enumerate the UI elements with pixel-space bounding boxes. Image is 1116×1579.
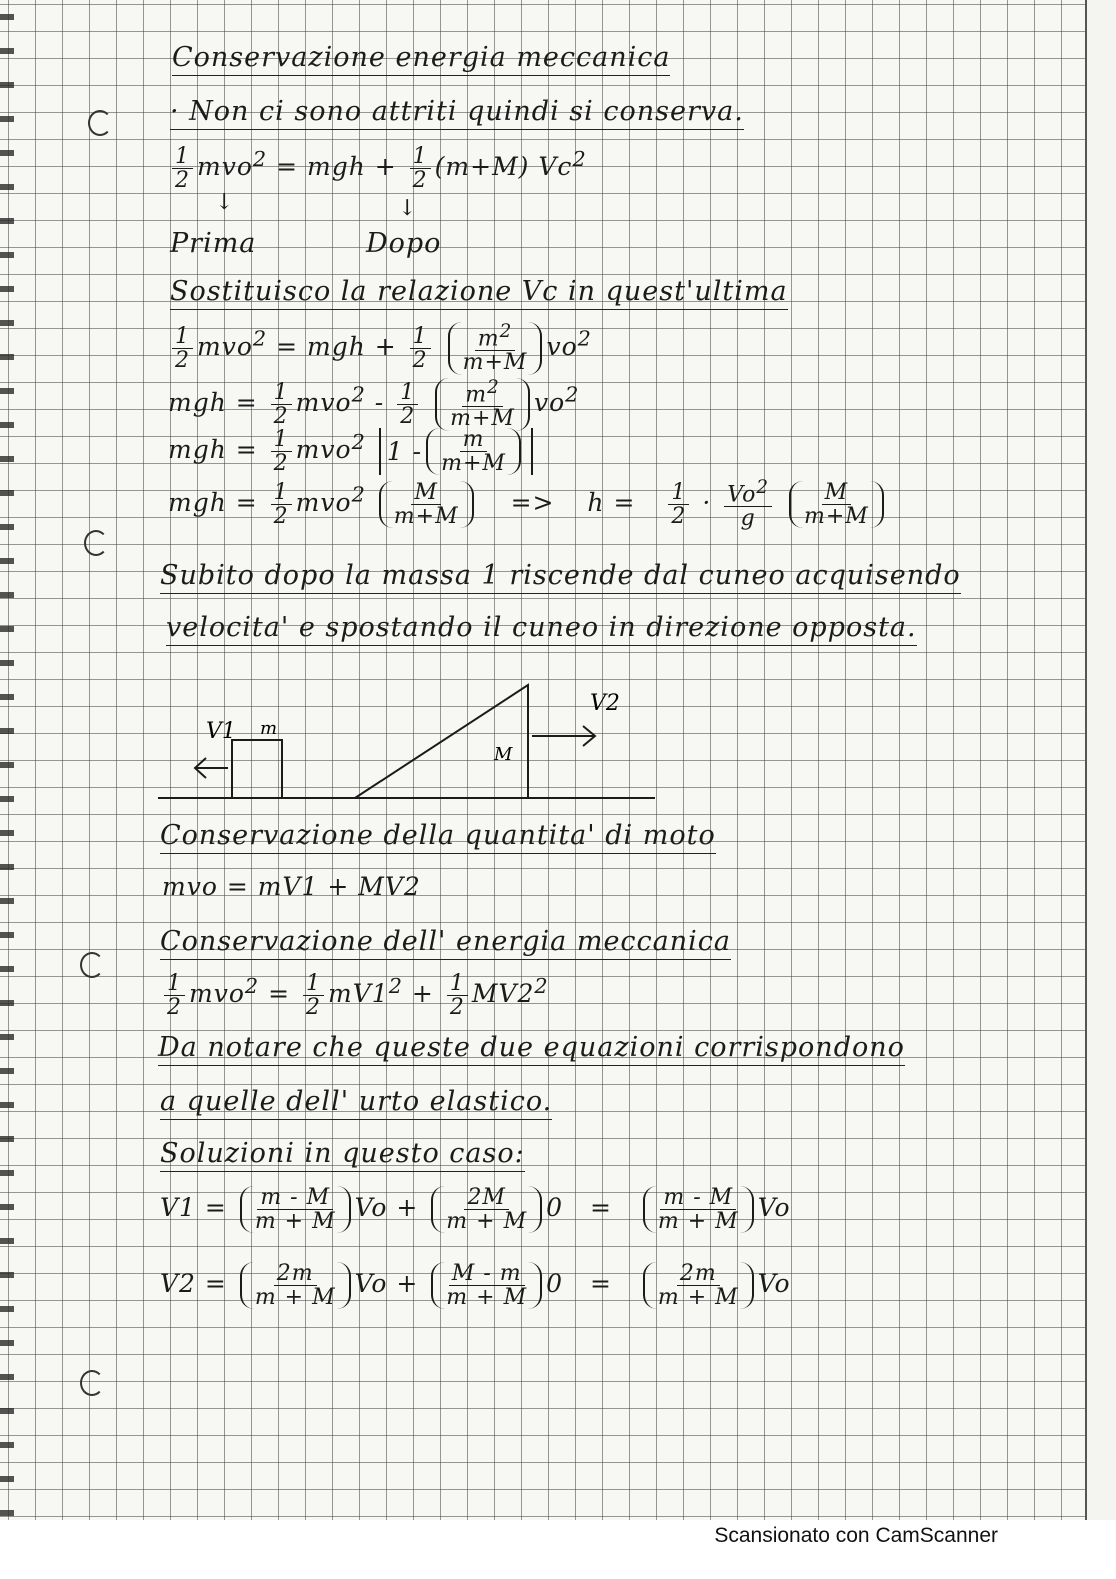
label-M: M bbox=[494, 744, 513, 765]
label-dopo: Dopo bbox=[366, 228, 442, 259]
ring-hole bbox=[88, 110, 112, 136]
equation-2: $\frac{1}{2}$ mvo$^2$ = mgh + $\frac{1}{2}$ $\frac{m^2}{m+M}$ $vo^2$ bbox=[168, 322, 592, 375]
equation-9: V2 = $\frac{2m}{m + M}$ Vo + $\frac{M - m}{m + M}$ 0 = $\frac{2m}{m + M}$ Vo bbox=[160, 1261, 791, 1311]
spiral-binding bbox=[0, 0, 14, 1520]
substitution-note bbox=[170, 276, 788, 307]
note-attriti bbox=[170, 96, 744, 127]
heading-quantita-moto: Conservazione della quantita' di moto bbox=[160, 820, 716, 851]
ring-hole bbox=[80, 1370, 104, 1396]
label-prima: Prima bbox=[170, 228, 257, 259]
note-text: · Non ci sono attriti quindi si conserva. bbox=[170, 96, 744, 130]
arrow-down-icon: ↓ bbox=[215, 190, 234, 215]
text-line-5: Soluzioni in questo caso: bbox=[160, 1138, 525, 1169]
scanner-footer: Scansionato con CamScanner bbox=[714, 1524, 998, 1547]
text-line-2: velocita' e spostando il cuneo in direzione opposta. bbox=[166, 612, 917, 643]
fraction: $\frac{1}{2}$ bbox=[172, 145, 193, 192]
equation-1: $\frac{1}{2}$ mvo$^2$ = mgh + $\frac{1}{2}$ (m+M) Vc$^2$ bbox=[168, 145, 587, 192]
heading-conservazione-energia bbox=[172, 42, 670, 73]
equation-3: mgh = $\frac{1}{2}$ mvo$^2$ - $\frac{1}{2}$ $\frac{m^2}{m+M}$ $vo^2$ bbox=[168, 377, 580, 432]
equation-7: $\frac{1}{2}$ mvo$^2$ = $\frac{1}{2}$ $mV1^2$ + $\frac{1}{2}$ $MV2^2$ bbox=[160, 972, 549, 1019]
fraction: $\frac{1}{2}$ bbox=[410, 145, 431, 192]
heading-text: Conservazione energia meccanica bbox=[172, 42, 670, 76]
label-v1: V1 bbox=[206, 719, 236, 744]
text-line-4: a quelle dell' urto elastico. bbox=[160, 1086, 552, 1117]
equation-5: mgh = $\frac{1}{2}$ mvo$^2$ $\frac{M}{m+M}$ => h = $\frac{1}{2}$ · $\frac{Vo^2}{g}$ $\frac{M}{m+M}$ bbox=[168, 478, 888, 531]
wedge-diagram bbox=[150, 670, 670, 805]
equation-4: mgh = $\frac{1}{2}$ mvo$^2$ 1 - $\frac{m}{m+M}$ bbox=[168, 428, 537, 475]
arrow-down-icon: ↓ bbox=[398, 196, 417, 221]
text-line-3: Da notare che queste due equazioni corrispondono bbox=[158, 1032, 905, 1063]
ring-hole bbox=[84, 530, 108, 556]
substitution-text: Sostituisco la relazione Vc in quest'ultima bbox=[170, 276, 788, 310]
equation-8: V1 = $\frac{m - M}{m + M}$ Vo + $\frac{2M}{m + M}$ 0 = $\frac{m - M}{m + M}$ Vo bbox=[160, 1185, 791, 1235]
ring-hole bbox=[80, 952, 104, 978]
label-v2: V2 bbox=[590, 691, 620, 716]
text-line-1: Subito dopo la massa 1 riscende dal cuneo acquisendo bbox=[160, 560, 961, 591]
label-m: m bbox=[260, 718, 278, 739]
equation-6: mvo = mV1 + MV2 bbox=[162, 872, 421, 901]
block-m bbox=[232, 740, 282, 798]
wedge-M bbox=[355, 685, 528, 798]
heading-energia-meccanica: Conservazione dell' energia meccanica bbox=[160, 926, 731, 957]
